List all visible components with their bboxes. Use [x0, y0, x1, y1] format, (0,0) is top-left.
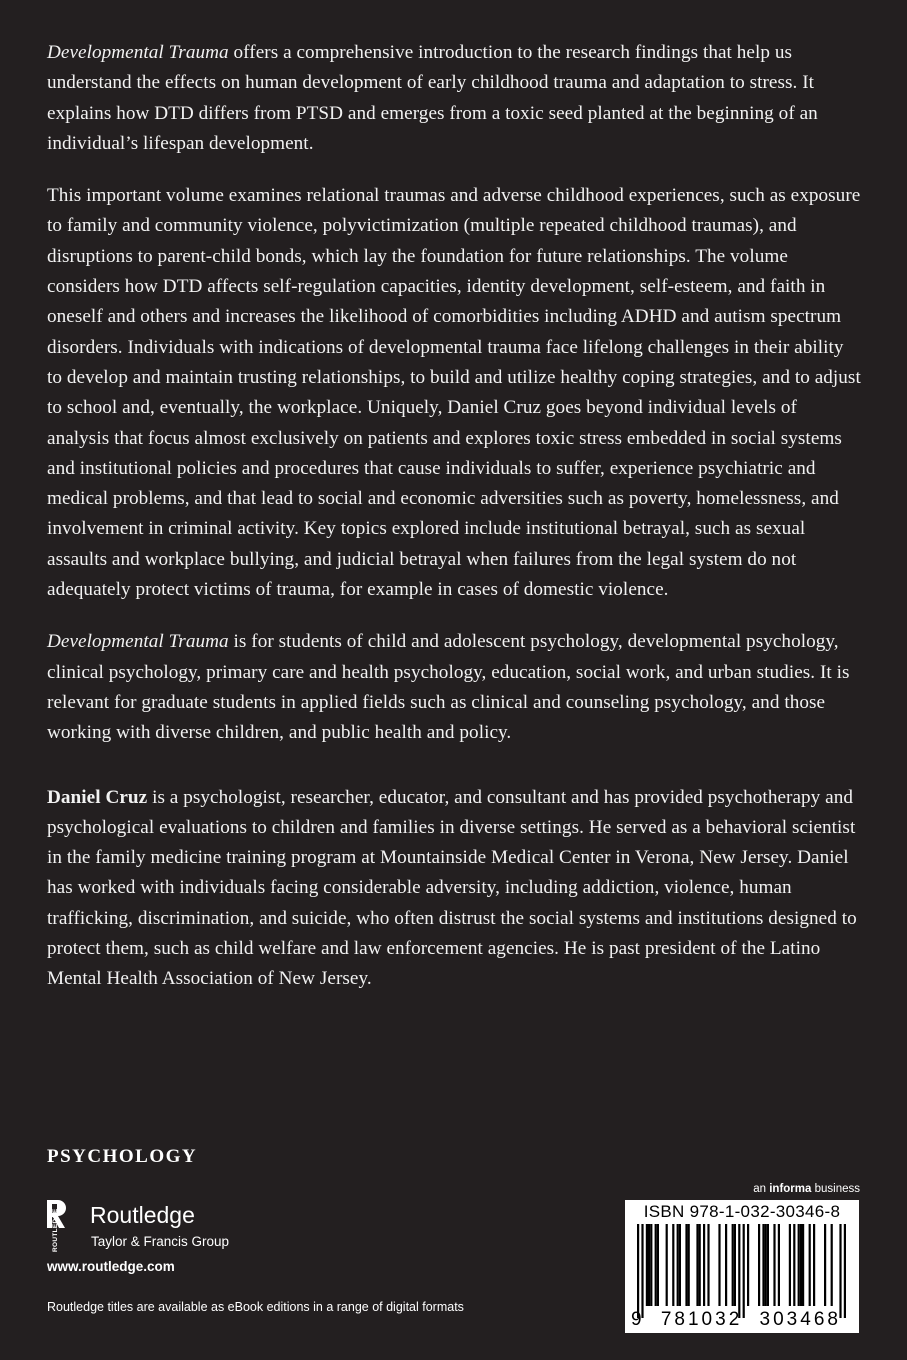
blurb-paragraph-intro: [47, 38, 862, 159]
audience-text: is for students of child and adolescent psychology, developmental psychology, clinical psychology, primary care and health psychology, education, social work, and urban studies. It is relevant for graduate students in applied fields such as clinical and counseling psychology, and those working with diverse children, and public health and policy.: [47, 631, 850, 744]
routledge-logo-icon: [45, 1198, 75, 1254]
barcode-bar: [831, 1224, 833, 1306]
barcode-bar: [824, 1224, 826, 1306]
barcode-bar: [747, 1224, 749, 1306]
barcode-bar: [679, 1224, 681, 1306]
tagline-suffix: business: [811, 1183, 860, 1195]
barcode-bar: [666, 1224, 668, 1306]
barcode-bar: [688, 1224, 690, 1306]
isbn-barcode: [625, 1200, 859, 1333]
barcode-left-digits: 781032: [660, 1309, 743, 1330]
ebook-availability-note: Routledge titles are available as eBook editions in a range of digital formats: [47, 1300, 464, 1314]
barcode-bar: [641, 1224, 643, 1318]
publisher-group: Taylor & Francis Group: [91, 1234, 230, 1249]
logo-vertical-text: ROUTLEDGE: [52, 1208, 59, 1252]
barcode-bar: [696, 1224, 698, 1306]
barcode-bar: [725, 1224, 727, 1306]
barcode-bar: [734, 1224, 736, 1306]
barcode-bar: [789, 1224, 791, 1306]
book-title-italic: Developmental Trauma: [47, 42, 229, 63]
barcode-bar: [699, 1224, 701, 1306]
barcode-bar: [839, 1224, 841, 1318]
barcode-bar: [703, 1224, 705, 1306]
subject-category: PSYCHOLOGY: [47, 1146, 198, 1167]
author-bio-text: is a psychologist, researcher, educator, and consultant and has provided psychotherapy and psychological evaluations to children and families in diverse settings. He served as a behavioral scientist in the family medicine training program at Mountainside Medical Center in Verona, New Jersey. Daniel has worked with individuals facing considerable adversity, including addiction, violence, human trafficking, discrimination, and suicide, who often distrust the social systems and institutions designed to protect them, such as child welfare and law enforcement agencies. He is past president of the Latino Mental Health Association of New Jersey.: [47, 786, 857, 990]
informa-tagline: [753, 1183, 860, 1195]
barcode-bar: [655, 1224, 657, 1306]
intro-text: offers a comprehensive introduction to the research findings that help us understand the effects on human development of early childhood trauma and adaptation to stress. It explains how DTD differs from PTSD and emerges from a toxic seed planted at the beginning of an individual’s lifespan development.: [47, 42, 818, 154]
barcode-bar: [809, 1224, 811, 1306]
barcode-bar: [672, 1224, 674, 1306]
barcode-right-digits: 303468: [759, 1309, 841, 1330]
author-name: Daniel Cruz: [47, 786, 148, 808]
barcode-lead-digit: 9: [631, 1309, 642, 1330]
barcode-digits: [631, 1309, 841, 1331]
barcode-bar: [800, 1224, 802, 1306]
back-cover-blurb: [47, 38, 862, 995]
barcode-bar: [802, 1224, 804, 1306]
barcode-bar: [637, 1224, 639, 1318]
barcode-bar: [646, 1224, 648, 1306]
barcode-bar: [685, 1224, 687, 1306]
book-title-italic: Developmental Trauma: [47, 631, 229, 653]
barcode-bar: [738, 1224, 740, 1318]
barcode-bar: [718, 1224, 720, 1306]
isbn-label: ISBN 978-1-032-30346-8: [643, 1202, 841, 1221]
publisher-website-link[interactable]: www.routledge.com: [47, 1259, 175, 1274]
tagline-prefix: an: [753, 1183, 770, 1195]
tagline-brand: informa: [769, 1183, 812, 1195]
barcode-bar: [758, 1224, 760, 1306]
barcode-bar: [813, 1224, 815, 1306]
barcode-bar: [650, 1224, 652, 1306]
barcode-bar: [657, 1224, 659, 1306]
barcode-bar: [798, 1224, 800, 1306]
author-bio: [47, 783, 862, 995]
barcode-bar: [793, 1224, 795, 1306]
publisher-name: Routledge: [90, 1202, 195, 1228]
barcode-bar: [677, 1224, 679, 1306]
barcode-bar: [732, 1224, 734, 1306]
barcode-bar: [778, 1224, 780, 1306]
barcode-bar: [707, 1224, 709, 1306]
barcode-bar: [648, 1224, 650, 1306]
barcode-bar: [765, 1224, 767, 1306]
blurb-paragraph-audience: [47, 627, 862, 748]
blurb-paragraph-volume: This important volume examines relational traumas and adverse childhood experiences, such as exposure to family and community violence, polyvictimization (multiple repeated childhood traumas), and disruptions to parent-child bonds, which lay the foundation for future relationships. The volume considers how DTD affects self-regulation capacities, identity development, self-esteem, and faith in oneself and others and increases the likelihood of comorbidities including ADHD and autism spectrum disorders. Individuals with indications of developmental trauma face lifelong challenges in their ability to develop and maintain trusting relationships, to build and utilize healthy coping strategies, and to adjust to school and, eventually, the workplace. Uniquely, Daniel Cruz goes beyond individual levels of analysis that focus almost exclusively on patients and explores toxic stress embedded in social systems and institutional policies and procedures that cause individuals to suffer, experience psychiatric and medical problems, and that lead to social and economic adversities such as poverty, homelessness, and involvement in criminal activity. Key topics explored include institutional betrayal, such as sexual assaults and workplace bullying, and judicial betrayal when failures from the legal system do not adequately protect victims of trauma, for example in cases of domestic violence.: [47, 185, 861, 601]
barcode-bar: [762, 1224, 764, 1306]
barcode-bar: [773, 1224, 775, 1306]
barcode-bar: [767, 1224, 769, 1306]
barcode-bar: [844, 1224, 846, 1318]
barcode-bar: [743, 1224, 745, 1318]
